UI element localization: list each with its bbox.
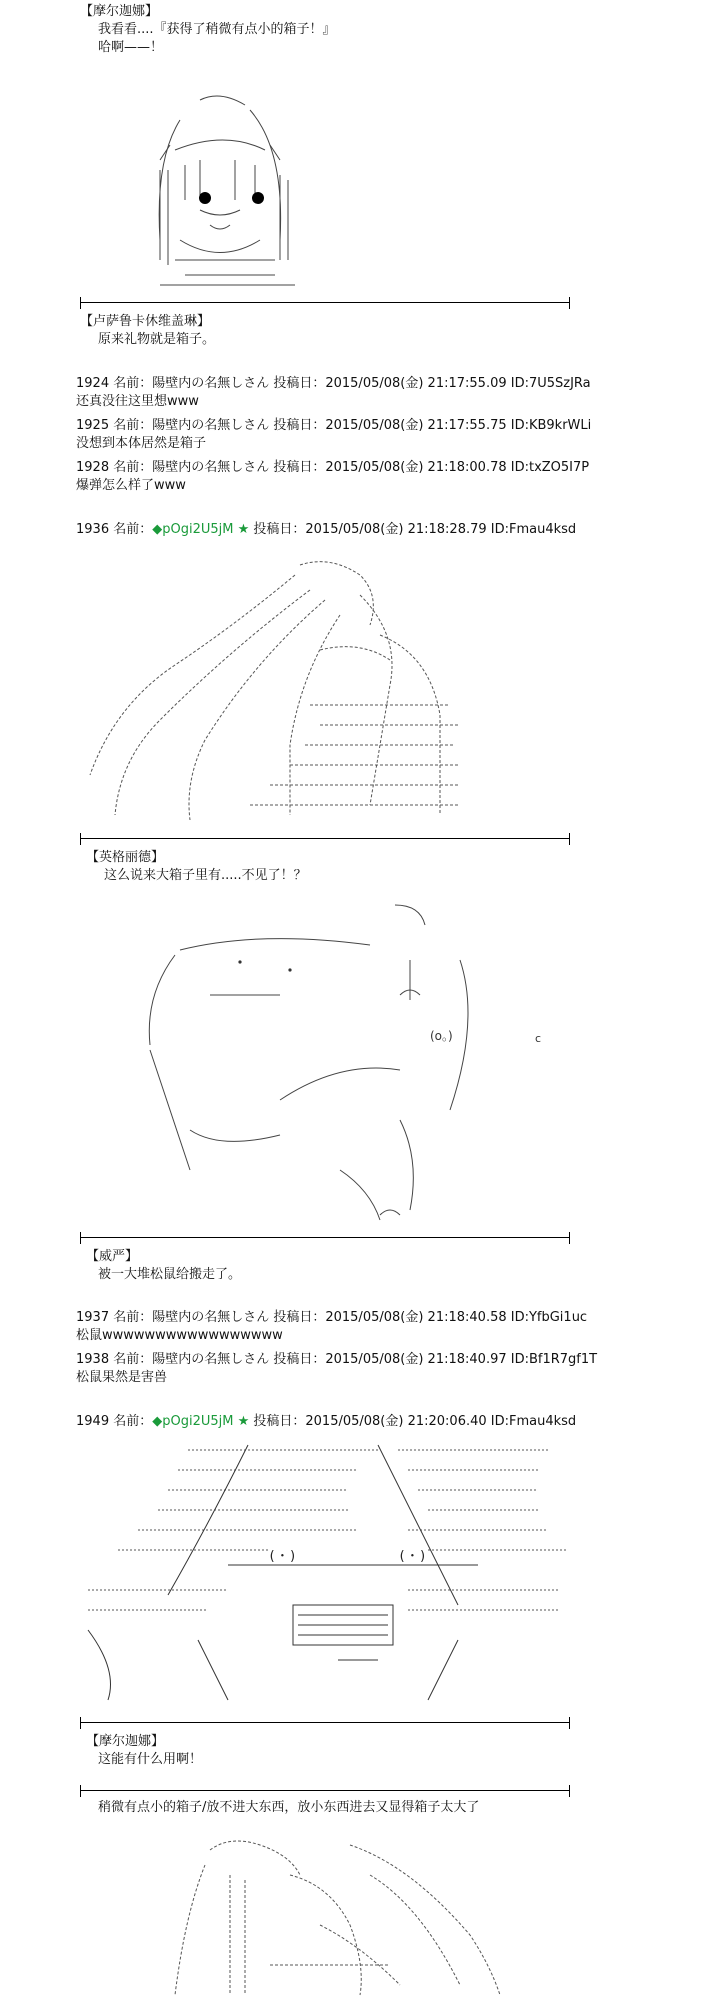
star-icon: ★ — [237, 1414, 250, 1429]
post-body: 松鼠wwwwwwwwwwwwwwwww — [76, 1328, 283, 1343]
post-body: 爆弹怎么样了www — [76, 478, 186, 493]
dialogue-line: 这能有什么用啊！ — [98, 1752, 203, 1767]
post-body: 没想到本体居然是箱子 — [76, 436, 207, 451]
svg-text:(・): (・) — [398, 1549, 427, 1564]
post-number: 1936 名前： — [76, 522, 153, 537]
ascii-art-angry-face — [78, 1440, 568, 1710]
narration-line: 稍微有点小的箱子/放不进大东西，放小东西进去又显得箱子太大了 — [98, 1800, 480, 1815]
post-header: 1938 名前：陽壁内の名無しさん 投稿日：2015/05/08(金) 21:18:40.97 ID:Bf1R7gf1T — [76, 1352, 598, 1367]
ascii-art-figure — [170, 1835, 510, 2000]
speaker-name: 【卢萨鲁卡休维盖琳】 — [80, 314, 211, 329]
svg-text:(o。): (o。) — [430, 1029, 453, 1043]
tripcode: ◆pOgi2U5jM — [152, 522, 234, 537]
post-header: 1925 名前：陽壁内の名無しさん 投稿日：2015/05/08(金) 21:17:55.75 ID:KB9krWLi — [76, 418, 592, 433]
separator-line — [80, 838, 570, 839]
svg-text:c: c — [535, 1032, 542, 1045]
post-meta: 投稿日：2015/05/08(金) 21:18:28.79 ID:Fmau4ksd — [249, 522, 577, 537]
post-body: 还真没往这里想www — [76, 394, 199, 409]
separator-line — [80, 1237, 570, 1238]
ascii-art-long-hair — [80, 555, 470, 825]
dialogue-line: 哈啊——！ — [98, 40, 164, 55]
speaker-name: 【摩尔迦娜】 — [80, 4, 159, 19]
post-body: 松鼠果然是害兽 — [76, 1370, 168, 1385]
speaker-name: 【威严】 — [86, 1249, 139, 1264]
tripcode: ◆pOgi2U5jM — [152, 1414, 234, 1429]
separator-line — [80, 1722, 570, 1723]
dialogue-line: 这么说来大箱子里有.....不见了！？ — [104, 868, 307, 883]
post-header: 1928 名前：陽壁内の名無しさん 投稿日：2015/05/08(金) 21:18:00.78 ID:txZO5I7P — [76, 460, 590, 475]
dialogue-line: 原来礼物就是箱子。 — [98, 332, 216, 347]
op-post-header — [76, 1414, 576, 1430]
separator-line — [80, 1790, 570, 1791]
post-meta: 投稿日：2015/05/08(金) 21:20:06.40 ID:Fmau4ksd — [249, 1414, 577, 1429]
post-number: 1949 名前： — [76, 1414, 153, 1429]
dialogue-line: 被一大堆松鼠给搬走了。 — [98, 1267, 242, 1282]
post-header: 1924 名前：陽壁内の名無しさん 投稿日：2015/05/08(金) 21:17:55.09 ID:7U5SzJRa — [76, 376, 591, 391]
ascii-art-girl — [140, 90, 320, 290]
op-post-header — [76, 522, 576, 538]
ascii-art-surprised-creature — [140, 900, 560, 1230]
star-icon: ★ — [237, 522, 250, 537]
post-header: 1937 名前：陽壁内の名無しさん 投稿日：2015/05/08(金) 21:18:40.58 ID:YfbGi1uc — [76, 1310, 588, 1325]
dialogue-line: 我看看....『获得了稍微有点小的箱子！』 — [98, 22, 336, 37]
svg-text:(・): (・) — [268, 1549, 297, 1564]
speaker-name: 【英格丽德】 — [86, 850, 165, 865]
separator-line — [80, 302, 570, 303]
speaker-name: 【摩尔迦娜】 — [86, 1734, 165, 1749]
